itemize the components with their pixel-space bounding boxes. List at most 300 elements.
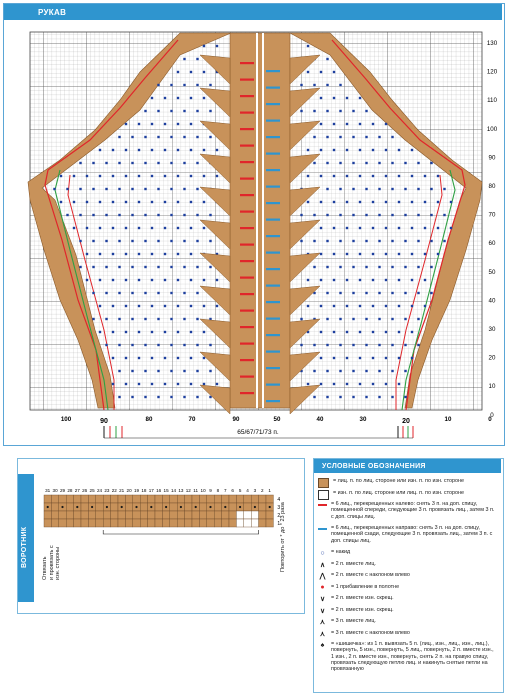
cable-cross-right (266, 120, 280, 122)
eyelet-dot (372, 331, 374, 333)
eyelet-dot (411, 227, 413, 229)
size-marker-left: 90 (100, 418, 108, 425)
legend-text: = 1 прибавление в полотне (331, 583, 400, 590)
eyelet-dot (177, 71, 179, 73)
eyelet-dot (378, 344, 380, 346)
eyelet-dot (157, 136, 159, 138)
eyelet-dot (216, 383, 218, 385)
eyelet-dot (359, 175, 361, 177)
legend-text: = 2 п. вместе изн. скрещ. (331, 606, 394, 613)
eyelet-dot (385, 175, 387, 177)
eyelet-dot (352, 396, 354, 398)
eyelet-dot (209, 370, 211, 372)
eyelet-dot (105, 292, 107, 294)
eyelet-dot (151, 123, 153, 125)
eyelet-dot (144, 370, 146, 372)
cable-cross-right (266, 103, 280, 105)
eyelet-dot (320, 279, 322, 281)
eyelet-dot (404, 214, 406, 216)
eyelet-dot (359, 97, 361, 99)
eyelet-dot (177, 383, 179, 385)
eyelet-dot (307, 149, 309, 151)
eyelet-dot (53, 188, 55, 190)
eyelet-dot (203, 149, 205, 151)
eyelet-dot (131, 292, 133, 294)
eyelet-dot (92, 318, 94, 320)
eyelet-dot (144, 188, 146, 190)
eyelet-dot (151, 279, 153, 281)
eyelet-dot (333, 175, 335, 177)
eyelet-dot (378, 162, 380, 164)
column-label: 30 (359, 416, 367, 423)
eyelet-dot (125, 357, 127, 359)
eyelet-dot (105, 162, 107, 164)
eyelet-dot (404, 240, 406, 242)
eyelet-dot (443, 214, 445, 216)
eyelet-dot (112, 227, 114, 229)
eyelet-dot (209, 136, 211, 138)
eyelet-dot (183, 240, 185, 242)
legend-text: = 2 п. вместе лиц. (331, 560, 376, 567)
eyelet-dot (404, 318, 406, 320)
eyelet-dot (125, 383, 127, 385)
row-label: 70 (488, 211, 496, 219)
eyelet-dot (203, 97, 205, 99)
eyelet-dot (313, 162, 315, 164)
eyelet-dot (86, 279, 88, 281)
eyelet-dot (300, 110, 302, 112)
eyelet-dot (417, 318, 419, 320)
eyelet-dot (365, 266, 367, 268)
collar-cell (162, 511, 169, 519)
collar-cell (111, 503, 118, 511)
eyelet-dot (190, 71, 192, 73)
eyelet-dot (125, 227, 127, 229)
eyelet-dot (170, 370, 172, 372)
eyelet-dot (105, 240, 107, 242)
eyelet-dot (183, 58, 185, 60)
eyelet-dot (385, 383, 387, 385)
collar-cell (214, 495, 221, 503)
legend-symbol-icon: ⋀ (319, 573, 326, 581)
collar-cell (96, 503, 103, 511)
legend-symbol-icon: ⋏ (319, 630, 326, 638)
eyelet-dot (183, 318, 185, 320)
cable-cross-left (240, 310, 254, 312)
eyelet-dot (378, 370, 380, 372)
eyelet-dot (346, 201, 348, 203)
eyelet-dot (346, 305, 348, 307)
eyelet-dot (398, 383, 400, 385)
eyelet-dot (112, 279, 114, 281)
cable-cross-right (266, 136, 280, 138)
cable-cross-right (266, 351, 280, 353)
eyelet-dot (333, 227, 335, 229)
collar-cell (251, 511, 258, 519)
eyelet-dot (313, 240, 315, 242)
collar-cell (236, 511, 243, 519)
eyelet-dot (196, 318, 198, 320)
legend-title: УСЛОВНЫЕ ОБОЗНАЧЕНИЯ (322, 462, 426, 470)
collar-cell (148, 495, 155, 503)
eyelet-dot (352, 266, 354, 268)
eyelet-dot (391, 292, 393, 294)
eyelet-dot (157, 266, 159, 268)
eyelet-dot (144, 214, 146, 216)
eyelet-dot (183, 188, 185, 190)
eyelet-dot (378, 292, 380, 294)
eyelet-dot (391, 188, 393, 190)
collar-stitch-mark (269, 506, 271, 508)
collar-cell (251, 519, 258, 527)
eyelet-dot (66, 214, 68, 216)
collar-column-label: 1 (268, 488, 271, 493)
eyelet-dot (320, 201, 322, 203)
eyelet-dot (216, 175, 218, 177)
eyelet-dot (378, 188, 380, 190)
eyelet-dot (365, 240, 367, 242)
eyelet-dot (443, 240, 445, 242)
eyelet-dot (320, 175, 322, 177)
eyelet-dot (190, 357, 192, 359)
eyelet-dot (411, 305, 413, 307)
legend-symbol-icon: ● (320, 584, 325, 592)
eyelet-dot (92, 188, 94, 190)
eyelet-dot (326, 58, 328, 60)
eyelet-dot (203, 383, 205, 385)
eyelet-dot (196, 396, 198, 398)
eyelet-dot (190, 253, 192, 255)
eyelet-dot (391, 214, 393, 216)
eyelet-dot (183, 292, 185, 294)
eyelet-dot (144, 292, 146, 294)
cable-cross-left (240, 293, 254, 295)
eyelet-dot (177, 357, 179, 359)
eyelet-dot (118, 396, 120, 398)
eyelet-dot (333, 123, 335, 125)
collar-column-label: 11 (193, 488, 199, 493)
eyelet-dot (131, 396, 133, 398)
cable-cross-left (240, 62, 254, 64)
legend-text: = 3 п. вместе лиц. (331, 618, 376, 625)
eyelet-dot (339, 396, 341, 398)
eyelet-dot (417, 266, 419, 268)
eyelet-dot (411, 253, 413, 255)
collar-stitch-mark (165, 506, 167, 508)
eyelet-dot (164, 175, 166, 177)
eyelet-dot (398, 279, 400, 281)
eyelet-dot (398, 305, 400, 307)
eyelet-dot (313, 214, 315, 216)
eyelet-dot (196, 188, 198, 190)
eyelet-dot (411, 149, 413, 151)
eyelet-dot (196, 344, 198, 346)
row-label: 80 (488, 183, 496, 190)
cable-cross-left (240, 392, 254, 394)
eyelet-dot (138, 149, 140, 151)
eyelet-dot (92, 240, 94, 242)
collar-cell (88, 519, 95, 527)
collar-cell (66, 511, 73, 519)
eyelet-dot (157, 344, 159, 346)
eyelet-dot (190, 97, 192, 99)
eyelet-dot (443, 188, 445, 190)
eyelet-dot (92, 162, 94, 164)
eyelet-dot (320, 123, 322, 125)
cable-cross-left (240, 211, 254, 213)
collar-cell (214, 511, 221, 519)
eyelet-dot (138, 305, 140, 307)
eyelet-dot (326, 266, 328, 268)
eyelet-dot (203, 227, 205, 229)
eyelet-dot (112, 175, 114, 177)
row-labels (487, 40, 498, 419)
eyelet-dot (417, 240, 419, 242)
eyelet-dot (209, 84, 211, 86)
cable-cross-right (266, 318, 280, 320)
eyelet-dot (73, 227, 75, 229)
eyelet-dot (92, 292, 94, 294)
eyelet-dot (326, 292, 328, 294)
collar-cell (44, 495, 51, 503)
eyelet-dot (151, 305, 153, 307)
eyelet-dot (164, 123, 166, 125)
collar-cell (266, 495, 273, 503)
column-label: 90 (232, 416, 240, 423)
eyelet-dot (307, 45, 309, 47)
eyelet-dot (183, 84, 185, 86)
collar-column-label: 13 (178, 488, 184, 493)
legend-item (318, 501, 495, 520)
eyelet-dot (196, 240, 198, 242)
eyelet-dot (450, 227, 452, 229)
eyelet-dot (385, 357, 387, 359)
eyelet-dot (307, 175, 309, 177)
eyelet-dot (190, 123, 192, 125)
collar-column-label: 19 (133, 488, 140, 493)
eyelet-dot (346, 383, 348, 385)
row-label: 120 (486, 68, 498, 76)
collar-column-label: 25 (89, 488, 95, 493)
eyelet-dot (131, 162, 133, 164)
legend-item (318, 595, 495, 603)
eyelet-dot (313, 370, 315, 372)
eyelet-dot (144, 240, 146, 242)
eyelet-dot (326, 370, 328, 372)
eyelet-dot (157, 84, 159, 86)
eyelet-dot (346, 149, 348, 151)
collar-cell (88, 511, 95, 519)
eyelet-dot (125, 201, 127, 203)
eyelet-dot (86, 175, 88, 177)
row-label: 60 (488, 240, 496, 248)
eyelet-dot (151, 253, 153, 255)
eyelet-dot (112, 357, 114, 359)
eyelet-dot (177, 227, 179, 229)
collar-side-note-2: и провязать с (48, 545, 55, 580)
cable-cross-left (240, 128, 254, 130)
eyelet-dot (105, 214, 107, 216)
cable-cross-right (266, 186, 280, 188)
eyelet-dot (404, 344, 406, 346)
eyelet-dot (326, 240, 328, 242)
eyelet-dot (157, 162, 159, 164)
collar-side-note-3: изн. стороны (55, 546, 61, 580)
cable-cross-left (240, 145, 254, 147)
collar-cell (177, 519, 184, 527)
collar-cell (199, 519, 206, 527)
eyelet-dot (359, 149, 361, 151)
eyelet-dot (118, 370, 120, 372)
eyelet-dot (170, 240, 172, 242)
collar-cell (162, 495, 169, 503)
collar-stitch-mark (254, 506, 256, 508)
legend-text: = накид (331, 549, 351, 556)
collar-cell (162, 519, 169, 527)
eyelet-dot (365, 110, 367, 112)
collar-cell (170, 519, 177, 527)
eyelet-dot (372, 253, 374, 255)
sleeve-title: РУКАВ (38, 7, 67, 17)
braid-column (230, 33, 290, 408)
collar-cell (103, 495, 110, 503)
eyelet-dot (144, 266, 146, 268)
collar-cell (66, 519, 73, 527)
eyelet-dot (196, 370, 198, 372)
collar-column-label: 8 (216, 488, 220, 493)
eyelet-dot (196, 58, 198, 60)
eyelet-dot (125, 149, 127, 151)
eyelet-dot (177, 149, 179, 151)
collar-cell (170, 503, 177, 511)
collar-column-label: 18 (141, 488, 147, 493)
collar-cell (66, 495, 73, 503)
cable-cross-left (240, 326, 254, 328)
eyelet-dot (326, 162, 328, 164)
eyelet-dot (196, 266, 198, 268)
collar-column-label: 21 (119, 488, 125, 493)
cable-cross-left (240, 178, 254, 180)
eyelet-dot (99, 227, 101, 229)
collar-cell (103, 519, 110, 527)
eyelet-dot (60, 201, 62, 203)
eyelet-dot (125, 305, 127, 307)
cable-cross-left (240, 161, 254, 163)
eyelet-dot (190, 383, 192, 385)
eyelet-dot (99, 201, 101, 203)
cable-cross-right (266, 169, 280, 171)
cable-cross-right (266, 70, 280, 72)
eyelet-dot (99, 149, 101, 151)
collar-cell (192, 495, 199, 503)
collar-cell (133, 519, 140, 527)
eyelet-dot (209, 344, 211, 346)
legend-text: = лиц. п. по лиц. стороне или изн. п. по изн. стороне (333, 478, 465, 484)
eyelet-dot (313, 344, 315, 346)
collar-cell (214, 503, 221, 511)
eyelet-dot (437, 201, 439, 203)
collar-cell (185, 503, 192, 511)
collar-cell (66, 503, 73, 511)
stitch-count: 65/67/71/73 п. (237, 429, 279, 436)
eyelet-dot (437, 253, 439, 255)
collar-cell (199, 495, 206, 503)
eyelet-dot (372, 279, 374, 281)
collar-cell (81, 511, 88, 519)
eyelet-dot (183, 266, 185, 268)
eyelet-dot (352, 162, 354, 164)
eyelet-dot (157, 214, 159, 216)
collar-cell (118, 511, 125, 519)
eyelet-dot (144, 162, 146, 164)
cable-cross-right (266, 384, 280, 386)
eyelet-dot (365, 136, 367, 138)
eyelet-dot (450, 201, 452, 203)
eyelet-dot (352, 110, 354, 112)
collar-cell (155, 519, 162, 527)
collar-cell (81, 519, 88, 527)
eyelet-dot (79, 162, 81, 164)
eyelet-dot (209, 240, 211, 242)
collar-cell (244, 511, 251, 519)
eyelet-dot (151, 383, 153, 385)
collar-column-label: 17 (148, 488, 154, 493)
eyelet-dot (170, 214, 172, 216)
eyelet-dot (430, 240, 432, 242)
collar-column-label: 16 (156, 488, 162, 493)
eyelet-dot (183, 214, 185, 216)
eyelet-dot (339, 136, 341, 138)
column-label: 100 (60, 416, 72, 423)
eyelet-dot (359, 123, 361, 125)
eyelet-dot (118, 344, 120, 346)
column-label: 0 (488, 416, 492, 423)
collar-cell (111, 495, 118, 503)
eyelet-dot (339, 266, 341, 268)
eyelet-dot (320, 331, 322, 333)
eyelet-dot (313, 396, 315, 398)
eyelet-dot (430, 292, 432, 294)
collar-cell (74, 519, 81, 527)
eyelet-dot (131, 266, 133, 268)
legend-item (318, 572, 495, 580)
eyelet-dot (216, 45, 218, 47)
eyelet-dot (138, 201, 140, 203)
legend-item (318, 561, 495, 569)
eyelet-dot (417, 162, 419, 164)
eyelet-dot (131, 318, 133, 320)
eyelet-dot (164, 357, 166, 359)
eyelet-dot (203, 331, 205, 333)
eyelet-dot (378, 136, 380, 138)
eyelet-dot (404, 396, 406, 398)
collar-row-label: 4 (277, 497, 281, 503)
eyelet-dot (417, 292, 419, 294)
column-labels (61, 416, 492, 423)
cable-cross-left (240, 277, 254, 279)
eyelet-dot (125, 279, 127, 281)
legend-item (318, 641, 495, 672)
eyelet-dot (378, 396, 380, 398)
eyelet-dot (131, 188, 133, 190)
eyelet-dot (118, 292, 120, 294)
column-label: 70 (188, 416, 196, 423)
eyelet-dot (404, 292, 406, 294)
eyelet-dot (333, 305, 335, 307)
collar-cell (229, 511, 236, 519)
collar-cell (140, 519, 147, 527)
eyelet-dot (391, 344, 393, 346)
